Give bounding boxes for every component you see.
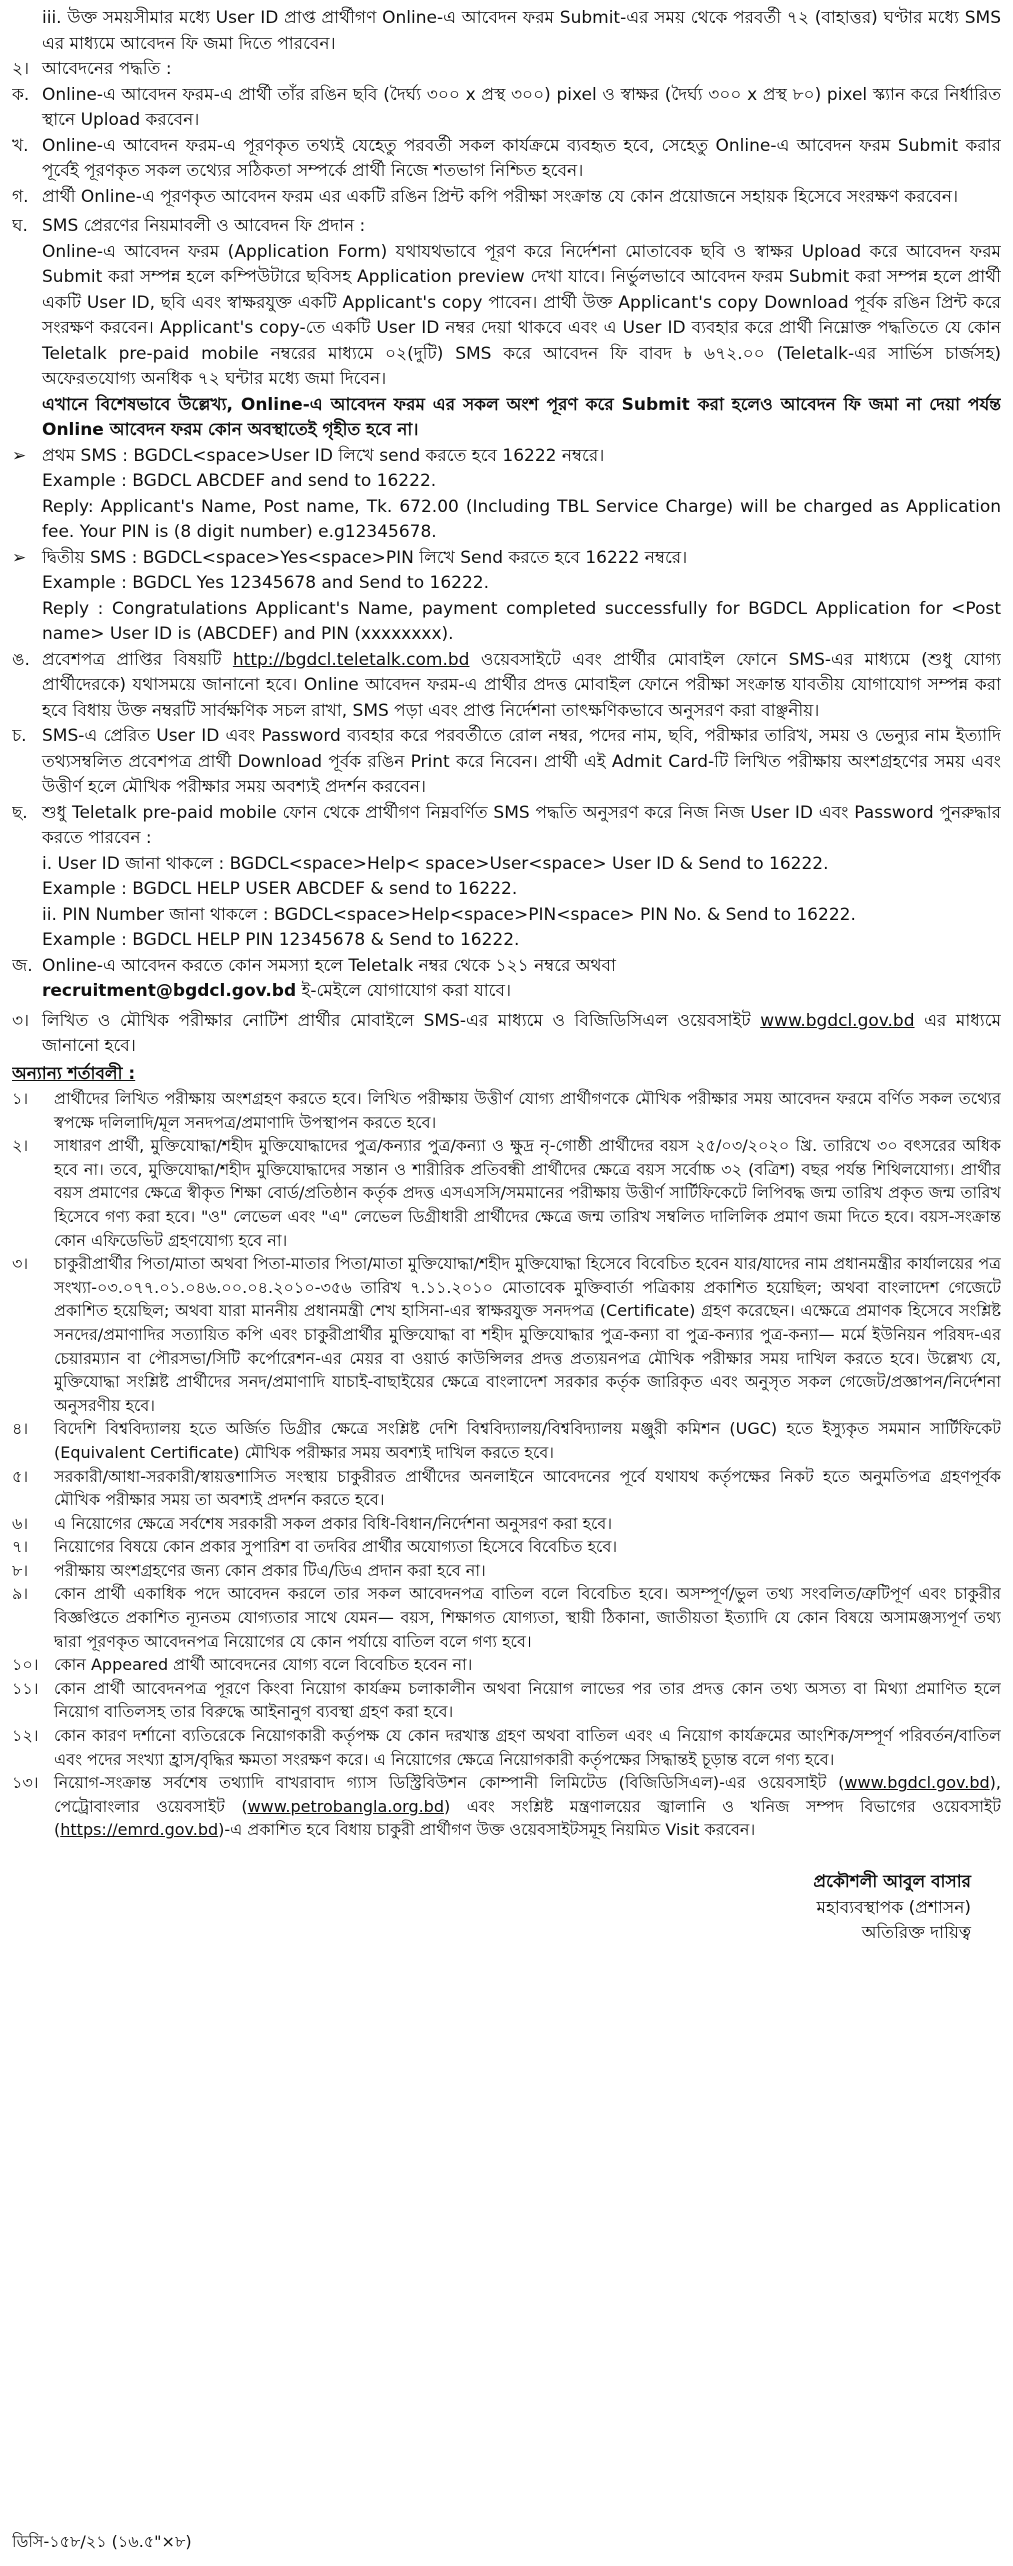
term-item: ৪। বিদেশি বিশ্ববিদ্যালয় হতে অর্জিত ডিগ্রীর ক্ষেত্রে সংশ্লিষ্ট দেশি বিশ্ববিদ্যালয়/বিশ্ববিদ্যালয় মঞ্জুরী কমিশন (UGC) হতে ইস্যুকৃত সমমান সার্টিফিকেট (Equivalent Certificate) মৌখিক পরীক্ষার সময় অবশ্যই দাখিল করতে হবে। <box>12 1419 1001 1462</box>
job-circular-document <box>12 6 1001 2554</box>
section-3-text: লিখিত ও মৌখিক পরীক্ষার নোটিশ প্রার্থীর মোবাইলে SMS-এর মাধ্যমে ও বিজিডিসিএল ওয়েবসাইট www.bgdcl.gov.bd এর মাধ্যমে জানানো হবে। <box>42 1010 1001 1056</box>
sms-rules-title: SMS প্রেরণের নিয়মাবলী ও আবেদন ফি প্রদান : <box>42 216 366 236</box>
item-marker: ছ. <box>12 802 28 823</box>
admit-card-info: প্রবেশপত্র প্রাপ্তির বিষয়টি http://bgdcl.teletalk.com.bd ওয়েবসাইটে এবং প্রার্থীর মোবাইল ফোনে SMS-এর মাধ্যমে (শুধু যোগ্য প্রার্থীদেরকে) যথাসময়ে জানানো হবে। Online আবেদন ফরম-এ প্রার্থীর প্রদত্ত মোবাইল ফোনে পরীক্ষা সংক্রান্ত যাবতীয় যোগাযোগ সম্পন্ন করা হবে বিধায় উক্ত নম্বরটি সার্বক্ষণিক সচল রাখা, SMS পড়া এবং প্রাপ্ত নির্দেশনা তাৎক্ষণিকভাবে অনুসরণ করা বাঞ্ছনীয়। <box>42 649 1001 721</box>
term-item: ৮। পরীক্ষায় অংশগ্রহণের জন্য কোন প্রকার টিএ/ডিএ প্রদান করা হবে না। <box>12 1560 486 1580</box>
item-marker: চ. <box>12 726 27 746</box>
signatory-note: অতিরিক্ত দায়িত্ব <box>861 1923 971 1943</box>
item-text: Online-এ আবেদন ফরম-এ প্রার্থী তাঁর রঙিন ছবি (দৈর্ঘ্য ৩০০ x প্রস্থ ৩০০) pixel ও স্বাক্ষর (দৈর্ঘ্য ৩০০ x প্রস্থ ৮০) pixel স্ক্যান করে নির্ধারিত স্থানে Upload করবেন। <box>42 84 1001 130</box>
item-text: SMS-এ প্রেরিত User ID এবং Password ব্যবহার করে পরবর্তীতে রোল নম্বর, পদের নাম, ছবি, পরীক্ষার তারিখ, সময় ও ভেন্যুর নাম ইত্যাদি তথ্যসম্বলিত প্রবেশপত্র প্রার্থী Download পূর্বক রঙিন Print করে নিবেন। প্রার্থী এই Admit Card-টি লিখিত পরীক্ষায় অংশগ্রহণের সময় এবং উত্তীর্ণ হলে মৌখিক পরীক্ষার সময় অবশ্যই প্রদর্শন করবেন। <box>42 726 1001 797</box>
arrow-bullet-icon: ➢ <box>12 547 27 568</box>
item-marker: জ. <box>12 955 33 976</box>
sms-instruction: প্রথম SMS : BGDCL<space>User ID লিখে send করতে হবে 16222 নম্বরে। <box>42 445 605 466</box>
petrobangla-website-link[interactable]: www.petrobangla.org.bd <box>247 1796 444 1816</box>
bgdcl-website-link[interactable]: www.bgdcl.gov.bd <box>760 1010 915 1031</box>
item-marker: ঙ. <box>12 649 30 670</box>
term-item: ৫। সরকারী/আধা-সরকারী/স্বায়ত্তশাসিত সংস্থায় চাকুরীরত প্রার্থীদের অনলাইনে আবেদনের পূর্বে যথাযথ কর্তৃপক্ষের নিকট হতে অনুমতিপত্র গ্রহণপূর্বক মৌখিক পরীক্ষার সময় তা অবশ্যই প্রদর্শন করতে হবে। <box>12 1466 1001 1510</box>
section-2-item-uma <box>12 648 1001 725</box>
recovery-user-id-example: Example : BGDCL HELP USER ABCDEF & send to 16222. <box>42 879 518 899</box>
footer-code: ডিসি-১৫৮/২১ (১৬.৫"×৮) <box>12 2531 192 2551</box>
terms-list <box>12 1087 1001 1842</box>
term-item: ১০। কোন Appeared প্রার্থী আবেদনের যোগ্য বলে বিবেচিত হবেন না। <box>12 1655 473 1675</box>
section-2-item-ka <box>12 83 1001 134</box>
fee-warning-note: এখানে বিশেষভাবে উল্লেখ্য, Online-এ আবেদন ফরম এর সকল অংশ পূরণ করে Submit করা হলেও আবেদন ফি জমা না দেয়া পর্যন্ত Online আবেদন ফরম কোন অবস্থাতেই গৃহীত হবে না। <box>42 394 1001 440</box>
term-item: ২। সাধারণ প্রার্থী, মুক্তিযোদ্ধা/শহীদ মুক্তিযোদ্ধাদের পুত্র/কন্যার পুত্র/কন্যা ও ক্ষুদ্র নৃ-গোষ্ঠী প্রার্থীদের বয়স ২৫/০৩/২০২০ খ্রি. তারিখে ৩০ বৎসরের অধিক হবে না। তবে, মুক্তিযোদ্ধা/শহীদ মুক্তিযোদ্ধাদের সন্তান ও শারীরিক প্রতিবন্ধী প্রার্থীদের ক্ষেত্রে বয়স সর্বোচ্চ ৩২ (বত্রিশ) বছর পর্যন্ত শিথিলযোগ্য। প্রার্থীর বয়স প্রমাণের ক্ষেত্রে স্বীকৃত শিক্ষা বোর্ড/প্রতিষ্ঠান কর্তৃক প্রদত্ত এসএসসি/সমমানের পরীক্ষায় উত্তীর্ণ সার্টিফিকেটে লিপিবদ্ধ জন্ম তারিখ প্রকৃত জন্ম তারিখ হিসেবে গণ্য করা হবে। "ও" লেভেল এবং "এ" লেভেল ডিগ্রীধারী প্রার্থীদের ক্ষেত্রে জন্ম তারিখ সম্বলিত দালিলিক প্রমাণ জমা দিতে হবে। বয়স-সংক্রান্ত কোন এফিডেভিট গ্রহণযোগ্য হবে না। <box>12 1136 1001 1250</box>
teletalk-website-link[interactable]: http://bgdcl.teletalk.com.bd <box>232 649 470 670</box>
sms-example: Example : BGDCL ABCDEF and send to 16222. <box>42 471 437 491</box>
term-item: ৬। এ নিয়োগের ক্ষেত্রে সর্বশেষ সরকারী সকল প্রকার বিধি-বিধান/নির্দেশনা অনুসরণ করা হবে। <box>12 1513 613 1533</box>
item-text: প্রার্থী Online-এ পূরণকৃত আবেদন ফরম এর একটি রঙিন প্রিন্ট কপি পরীক্ষা সংক্রান্ত যে কোন প্রয়োজনে সহায়ক হিসেবে সংরক্ষণ করবেন। <box>42 186 959 207</box>
term-item: ১১। কোন প্রার্থী আবেদনপত্র পূরণে কিংবা নিয়োগ কার্যক্রম চলাকালীন অথবা নিয়োগ লাভের পর তার প্রদত্ত কোন তথ্য অসত্য বা মিথ্যা প্রমাণিত হলে নিয়োগ বাতিলসহ তার বিরুদ্ধে আইনানুগ ব্যবস্থা গ্রহণ করা হবে। <box>12 1678 1001 1722</box>
recovery-pin-example: Example : BGDCL HELP PIN 12345678 & Send to 16222. <box>42 930 520 950</box>
item-text: Online-এ আবেদন ফরম-এ পূরণকৃত তথ্যই যেহেতু পরবর্তী সকল কার্যক্রমে ব্যবহৃত হবে, সেহেতু Online-এ আবেদন ফরম Submit করার পূর্বেই পূরণকৃত সকল তথ্যের সঠিকতা সম্পর্কে প্রার্থী নিজে শতভাগ নিশ্চিত হবেন। <box>42 135 1001 181</box>
support-email-line: recruitment@bgdcl.gov.bd ই-মেইলে যোগাযোগ করা যাবে। <box>42 981 512 1001</box>
signatory-name: প্রকৌশলী আবুল বাসার <box>813 1872 971 1892</box>
item-marker: ক. <box>12 84 30 105</box>
sms-example: Example : BGDCL Yes 12345678 and Send to 16222. <box>42 573 489 593</box>
sms-rules-body: Online-এ আবেদন ফরম (Application Form) যথাযথভাবে পূরণ করে নির্দেশনা মোতাবেক ছবি ও স্বাক্ষর Upload করে আবেদন ফরম Submit করা সম্পন্ন হলে কম্পিউটারে ছবিসহ Application preview দেখা যাবে। নির্ভুলভাবে আবেদন ফরম Submit করা সম্পন্ন হলে প্রার্থী একটি User ID, ছবি এবং স্বাক্ষরযুক্ত একটি Applicant's copy পাবেন। প্রার্থী উক্ত Applicant's copy Download পূর্বক রঙিন প্রিন্ট করে সংরক্ষণ করবেন। Applicant's copy-তে একটি User ID নম্বর দেয়া থাকবে এবং এ User ID ব্যবহার করে প্রার্থী নিম্নোক্ত পদ্ধতিতে যে কোন Teletalk pre-paid mobile নম্বরের মাধ্যমে ০২(দুটি) SMS করে আবেদন ফি বাবদ ৳ ৬৭২.০০ (Teletalk-এর সার্ভিস চার্জসহ) অফেরতযোগ্য অনধিক ৭২ ঘন্টার মধ্যে জমা দিবেন। <box>42 241 1001 389</box>
item-marker: ঘ. <box>12 216 28 236</box>
sms-step-first <box>12 444 1001 546</box>
sms-instruction: দ্বিতীয় SMS : BGDCL<space>Yes<space>PIN লিখে Send করতে হবে 16222 নম্বরে। <box>42 547 688 568</box>
sms-reply: Reply: Applicant's Name, Post name, Tk. 672.00 (Including TBL Service Charge) will be charged as Application fee. Your PIN is (8 digit number) e.g12345678. <box>42 496 1001 542</box>
section-2-item-kha <box>12 134 1001 185</box>
section-2-item-ja <box>12 954 1001 1005</box>
term-item: ১২। কোন কারণ দর্শানো ব্যতিরেকে নিয়োগকারী কর্তৃপক্ষ যে কোন দরখাস্ত গ্রহণ অথবা বাতিল এবং এ নিয়োগ কার্যক্রমের আংশিক/সম্পূর্ণ পরিবর্তন/বাতিল এবং পদের সংখ্যা হ্রাস/বৃদ্ধির ক্ষমতা সংরক্ষণ করে। এ নিয়োগের ক্ষেত্রে নিয়োগকারী কর্তৃপক্ষের সিদ্ধান্তই চূড়ান্ত বলে গণ্য হবে। <box>12 1726 1001 1769</box>
recovery-user-id: i. User ID জানা থাকলে : BGDCL<space>Help< space>User<space> User ID & Send to 16222. <box>42 853 829 874</box>
section-number: ২। <box>12 59 30 79</box>
intro-item-iii: iii. উক্ত সময়সীমার মধ্যে User ID প্রাপ্ত প্রার্থীগণ Online-এ আবেদন ফরম Submit-এর সময় থেকে পরবর্তী ৭২ (বাহাত্তর) ঘণ্টার মধ্যে SMS এর মাধ্যমে আবেদন ফি জমা দিতে পারবেন। <box>42 8 1001 54</box>
recovery-pin: ii. PIN Number জানা থাকলে : BGDCL<space>Help<space>PIN<space> PIN No. & Send to 16222. <box>42 904 856 925</box>
support-email-link[interactable]: recruitment@bgdcl.gov.bd <box>42 981 297 1001</box>
section-2-item-cha <box>12 724 1001 801</box>
item-marker: খ. <box>12 135 29 156</box>
section-2-heading <box>12 57 1001 83</box>
bgdcl-website-link[interactable]: www.bgdcl.gov.bd <box>844 1773 990 1793</box>
support-contact-text: Online-এ আবেদন করতে কোন সমস্যা হলে Teletalk নম্বর থেকে ১২১ নম্বরে অথবা <box>42 955 616 976</box>
section-title: আবেদনের পদ্ধতি : <box>42 59 172 79</box>
section-number: ৩। <box>12 1010 30 1031</box>
section-2-item-chha <box>12 801 1001 954</box>
section-2-item-ga <box>12 185 1001 211</box>
arrow-bullet-icon: ➢ <box>12 445 27 466</box>
term-item-13: ১৩। নিয়োগ-সংক্রান্ত সর্বশেষ তথ্যাদি বাখরাবাদ গ্যাস ডিস্ট্রিবিউশন কোম্পানী লিমিটেড (বিজিডিসিএল)-এর ওয়েবসাইট (www.bgdcl.gov.bd), পেট্রোবাংলার ওয়েবসাইট (www.petrobangla.org.bd) এবং সংশ্লিষ্ট মন্ত্রণালয়ের জ্বালানি ও খনিজ সম্পদ বিভাগের ওয়েবসাইট (https://emrd.gov.bd)-এ প্রকাশিত হবে বিধায় চাকুরী প্রার্থীগণ উক্ত ওয়েবসাইটসমূহ নিয়মিত Visit করবেন। <box>12 1773 1001 1840</box>
sms-step-second <box>12 546 1001 648</box>
item-marker: গ. <box>12 186 29 207</box>
term-item: ১। প্রার্থীদের লিখিত পরীক্ষায় অংশগ্রহণ করতে হবে। লিখিত পরীক্ষায় উত্তীর্ণ যোগ্য প্রার্থীগণকে মৌখিক পরীক্ষার সময় আবেদন ফরমে বর্ণিত সকল তথ্যের স্বপক্ষে দলিলাদি/মূল সনদপত্র/প্রমাণাদি উপস্থাপন করতে হবে। <box>12 1089 1001 1132</box>
term-item: ৩। চাকুরীপ্রার্থীর পিতা/মাতা অথবা পিতা-মাতার পিতা/মাতা মুক্তিযোদ্ধা/শহীদ মুক্তিযোদ্ধা হিসেবে বিবেচিত হবেন যার/যাদের নাম প্রধানমন্ত্রীর কার্যালয়ের পত্র সংখ্যা-০৩.০৭৭.০১.০৪৬.০০.০৪.২০১০-৩৫৬ তারিখ ৭.১১.২০১০ মোতাবেক মুক্তিবার্তা পত্রিকায় প্রকাশিত হয়েছিল; অথবা বাংলাদেশ গেজেটে প্রকাশিত হয়েছিল; অথবা যারা মাননীয় প্রধানমন্ত্রী শেখ হাসিনা-এর স্বাক্ষরযুক্ত সনদপত্র (Certificate) গ্রহণ করেছেন। এক্ষেত্রে প্রমাণক হিসেবে সংশ্লিষ্ট সনদের/প্রমাণাদির সত্যায়িত কপি এবং চাকুরীপ্রার্থীর মুক্তিযোদ্ধা বা শহীদ মুক্তিযোদ্ধার পুত্র-কন্যা বা পুত্র-কন্যার পুত্র-কন্যা— মর্মে ইউনিয়ন পরিষদ-এর চেয়ারম্যান বা পৌরসভা/সিটি কর্পোরেশন-এর মেয়র বা ওয়ার্ড কাউন্সিলর প্রদত্ত প্রত্যয়নপত্র মৌখিক পরীক্ষার সময় দাখিল করতে হবে। উল্লেখ্য যে, মুক্তিযোদ্ধা সংশ্লিষ্ট প্রার্থীদের সনদ/প্রমাণাদি যাচাই-বাছাইয়ের ক্ষেত্রে বাংলাদেশ সরকার কর্তৃক জারিকৃত এবং অনুসৃত সকল গেজেট/প্রজ্ঞাপন/নির্দেশনা অনুসরণীয় হবে। <box>12 1254 1001 1415</box>
other-terms-heading: অন্যান্য শর্তাবলী : <box>12 1063 136 1084</box>
section-3 <box>12 1009 1001 1060</box>
sms-reply: Reply : Congratulations Applicant's Name, payment completed successfully for BGDCL Application for <Post name> User ID is (ABCDEF) and PIN (xxxxxxxx). <box>42 598 1001 644</box>
term-item: ৯। কোন প্রার্থী একাধিক পদে আবেদন করলে তার সকল আবেদনপত্র বাতিল বলে বিবেচিত হবে। অসম্পূর্ণ/ভুল তথ্য সংবলিত/ত্রুটিপূর্ণ এবং চাকুরীর বিজ্ঞপ্তিতে প্রকাশিত ন্যূনতম যোগ্যতার সাথে যেমন— বয়স, শিক্ষাগত যোগ্যতা, স্থায়ী ঠিকানা, জাতীয়তা ইত্যাদি যে কোন বিষয়ে অসামঞ্জস্যপূর্ণ তথ্য দ্বারা পূরণকৃত আবেদনপত্র নিয়োগের যে কোন পর্যায়ে বাতিল বলে গণ্য হবে। <box>12 1584 1001 1651</box>
term-item: ৭। নিয়োগের বিষয়ে কোন প্রকার সুপারিশ বা তদবির প্রার্থীর অযোগ্যতা হিসেবে বিবেচিত হবে। <box>12 1537 618 1557</box>
emrd-website-link[interactable]: https://emrd.gov.bd <box>60 1820 219 1840</box>
signatory-title: মহাব্যবস্থাপক (প্রশাসন) <box>816 1897 971 1918</box>
section-2-item-gha <box>12 214 1001 444</box>
password-recovery-intro: শুধু Teletalk pre-paid mobile ফোন থেকে প্রার্থীগণ নিম্নবর্ণিত SMS পদ্ধতি অনুসরণ করে নিজ নিজ User ID এবং Password পুনরুদ্ধার করতে পারবেন : <box>42 802 1001 848</box>
signature-block <box>12 1870 1001 1947</box>
